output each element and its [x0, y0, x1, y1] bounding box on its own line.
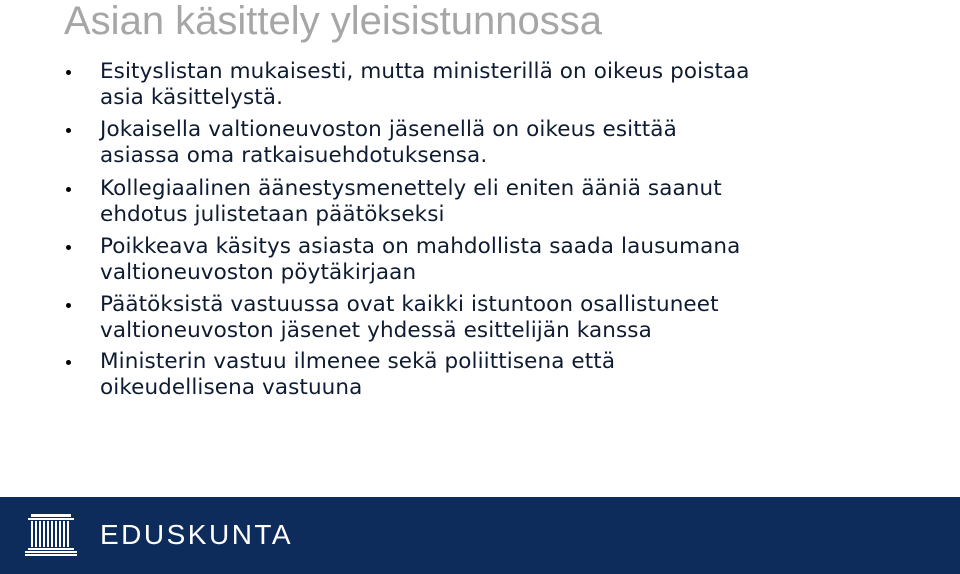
bullet-item [100, 59, 940, 111]
bullet-line: Esityslistan mukaisesti, mutta ministerillä on oikeus poistaa [100, 59, 750, 84]
bullet-icon [66, 303, 71, 308]
parliament-building-icon [25, 514, 77, 556]
bullet-item [100, 349, 940, 401]
bullet-icon [66, 245, 71, 250]
bullet-icon [66, 70, 71, 75]
bullet-line: valtioneuvoston jäsenet yhdessä esittelijän kanssa [100, 318, 652, 343]
bullet-line: Päätöksistä vastuussa ovat kaikki istuntoon osallistuneet [100, 292, 719, 317]
bullet-item [100, 176, 940, 228]
bullet-line: asiassa oma ratkaisuehdotuksensa. [100, 143, 488, 168]
bullet-item [100, 292, 940, 344]
slide-title: Asian käsittely yleisistunnossa [64, 0, 603, 43]
bullet-icon [66, 360, 71, 365]
footer-bar [0, 497, 960, 574]
bullet-line: asia käsittelystä. [100, 85, 284, 110]
bullet-line: Poikkeava käsitys asiasta on mahdollista saada lausumana [100, 234, 741, 259]
bullet-line: Kollegiaalinen äänestysmenettely eli eniten ääniä saanut [100, 176, 722, 201]
bullet-item [100, 117, 940, 169]
bullet-line: valtioneuvoston pöytäkirjaan [100, 260, 417, 285]
bullet-line: Ministerin vastuu ilmenee sekä poliittisena että [100, 349, 616, 374]
bullet-icon [66, 128, 71, 133]
bullet-line: ehdotus julistetaan päätökseksi [100, 202, 445, 227]
bullet-item [100, 234, 940, 286]
bullet-icon [66, 187, 71, 192]
brand-name: EDUSKUNTA [100, 519, 294, 550]
bullet-line: Jokaisella valtioneuvoston jäsenellä on oikeus esittää [100, 117, 677, 142]
bullet-line: oikeudellisena vastuuna [100, 375, 363, 400]
